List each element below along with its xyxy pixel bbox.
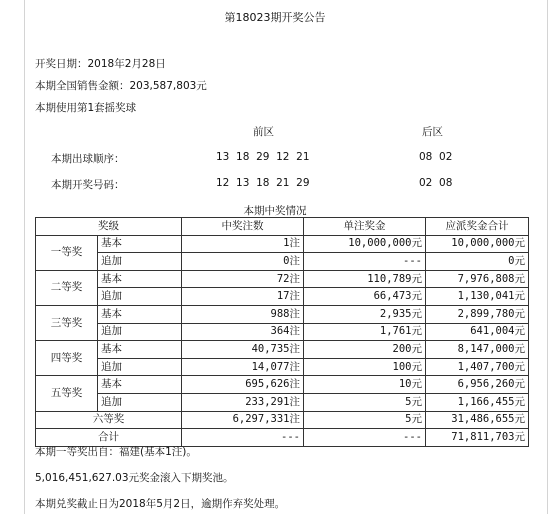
ball-set-info: 本期使用第1套摇奖球 (35, 102, 137, 114)
draw-order-back: 08 02 (419, 151, 453, 163)
winner-count: 364注 (182, 323, 304, 341)
winner-count: 988注 (182, 305, 304, 323)
table-row (36, 376, 529, 394)
unit-prize: 1,761元 (304, 323, 426, 341)
unit-prize: 200元 (304, 341, 426, 359)
table-row (36, 341, 529, 359)
prize-level: 一等奖 (36, 235, 98, 270)
unit-prize: --- (304, 429, 426, 447)
page-title: 第18023期开奖公告 (224, 11, 326, 24)
winner-count: 0注 (182, 253, 304, 271)
prize-total: 31,486,655元 (426, 411, 529, 429)
unit-prize: 66,473元 (304, 288, 426, 306)
prize-total: 8,147,000元 (426, 341, 529, 359)
table-row (36, 288, 529, 306)
winner-count: 6,297,331注 (182, 411, 304, 429)
table-row (36, 358, 529, 376)
sixth-prize-row (36, 411, 529, 429)
prize-level: 六等奖 (36, 411, 182, 429)
table-row (36, 323, 529, 341)
bet-type: 追加 (98, 393, 182, 411)
unit-prize: 2,935元 (304, 305, 426, 323)
unit-prize: 110,789元 (304, 270, 426, 288)
prize-total: 1,407,700元 (426, 358, 529, 376)
first-prize-origin: 本期一等奖出自：福建(基本1注)。 (35, 446, 197, 458)
prize-total: 1,130,041元 (426, 288, 529, 306)
table-row (36, 253, 529, 271)
draw-order-label: 本期出球顺序： (51, 153, 125, 165)
prize-level: 五等奖 (36, 376, 98, 411)
prize-level: 二等奖 (36, 270, 98, 305)
table-row (36, 270, 529, 288)
sales-amount: 本期全国销售金额：203,587,803元 (35, 80, 207, 92)
winner-count: --- (182, 429, 304, 447)
winning-back-numbers: 02 08 (419, 177, 453, 189)
bet-type: 基本 (98, 235, 182, 253)
table-row (36, 235, 529, 253)
header-prize: 单注奖金 (304, 218, 426, 236)
header-total: 应派奖金合计 (426, 218, 529, 236)
section-title: 本期中奖情况 (243, 205, 307, 217)
unit-prize: --- (304, 253, 426, 271)
prize-total: 6,956,260元 (426, 376, 529, 394)
header-level: 奖级 (36, 218, 182, 236)
winner-count: 14,077注 (182, 358, 304, 376)
winner-count: 695,626注 (182, 376, 304, 394)
table-row (36, 393, 529, 411)
prize-level: 四等奖 (36, 341, 98, 376)
header-count: 中奖注数 (182, 218, 304, 236)
jackpot-rollover: 5,016,451,627.03元奖金滚入下期奖池。 (35, 472, 234, 484)
bet-type: 追加 (98, 288, 182, 306)
winning-numbers-label: 本期开奖号码： (51, 179, 125, 191)
draw-date: 开奖日期：2018年2月28日 (35, 58, 166, 70)
prize-total: 641,004元 (426, 323, 529, 341)
bet-type: 基本 (98, 270, 182, 288)
table-row (36, 305, 529, 323)
winner-count: 1注 (182, 235, 304, 253)
unit-prize: 10,000,000元 (304, 235, 426, 253)
winner-count: 72注 (182, 270, 304, 288)
bet-type: 追加 (98, 323, 182, 341)
prize-total: 10,000,000元 (426, 235, 529, 253)
bet-type: 基本 (98, 305, 182, 323)
front-zone-header: 前区 (253, 126, 274, 138)
unit-prize: 5元 (304, 411, 426, 429)
prize-total: 71,811,703元 (426, 429, 529, 447)
prize-total: 2,899,780元 (426, 305, 529, 323)
bet-type: 基本 (98, 376, 182, 394)
claim-deadline: 本期兑奖截止日为2018年5月2日，逾期作弃奖处理。 (35, 498, 286, 510)
unit-prize: 10元 (304, 376, 426, 394)
winning-front-numbers: 12 13 18 21 29 (216, 177, 310, 189)
unit-prize: 100元 (304, 358, 426, 376)
prize-level: 三等奖 (36, 305, 98, 340)
prize-table (35, 217, 529, 447)
prize-total: 0元 (426, 253, 529, 271)
prize-level: 合计 (36, 429, 182, 447)
table-header-row (36, 218, 529, 236)
draw-order-front: 13 18 29 12 21 (216, 151, 310, 163)
bet-type: 追加 (98, 253, 182, 271)
prize-total: 7,976,808元 (426, 270, 529, 288)
unit-prize: 5元 (304, 393, 426, 411)
winner-count: 17注 (182, 288, 304, 306)
bet-type: 基本 (98, 341, 182, 359)
winner-count: 233,291注 (182, 393, 304, 411)
back-zone-header: 后区 (422, 126, 443, 138)
winner-count: 40,735注 (182, 341, 304, 359)
prize-total: 1,166,455元 (426, 393, 529, 411)
bet-type: 追加 (98, 358, 182, 376)
